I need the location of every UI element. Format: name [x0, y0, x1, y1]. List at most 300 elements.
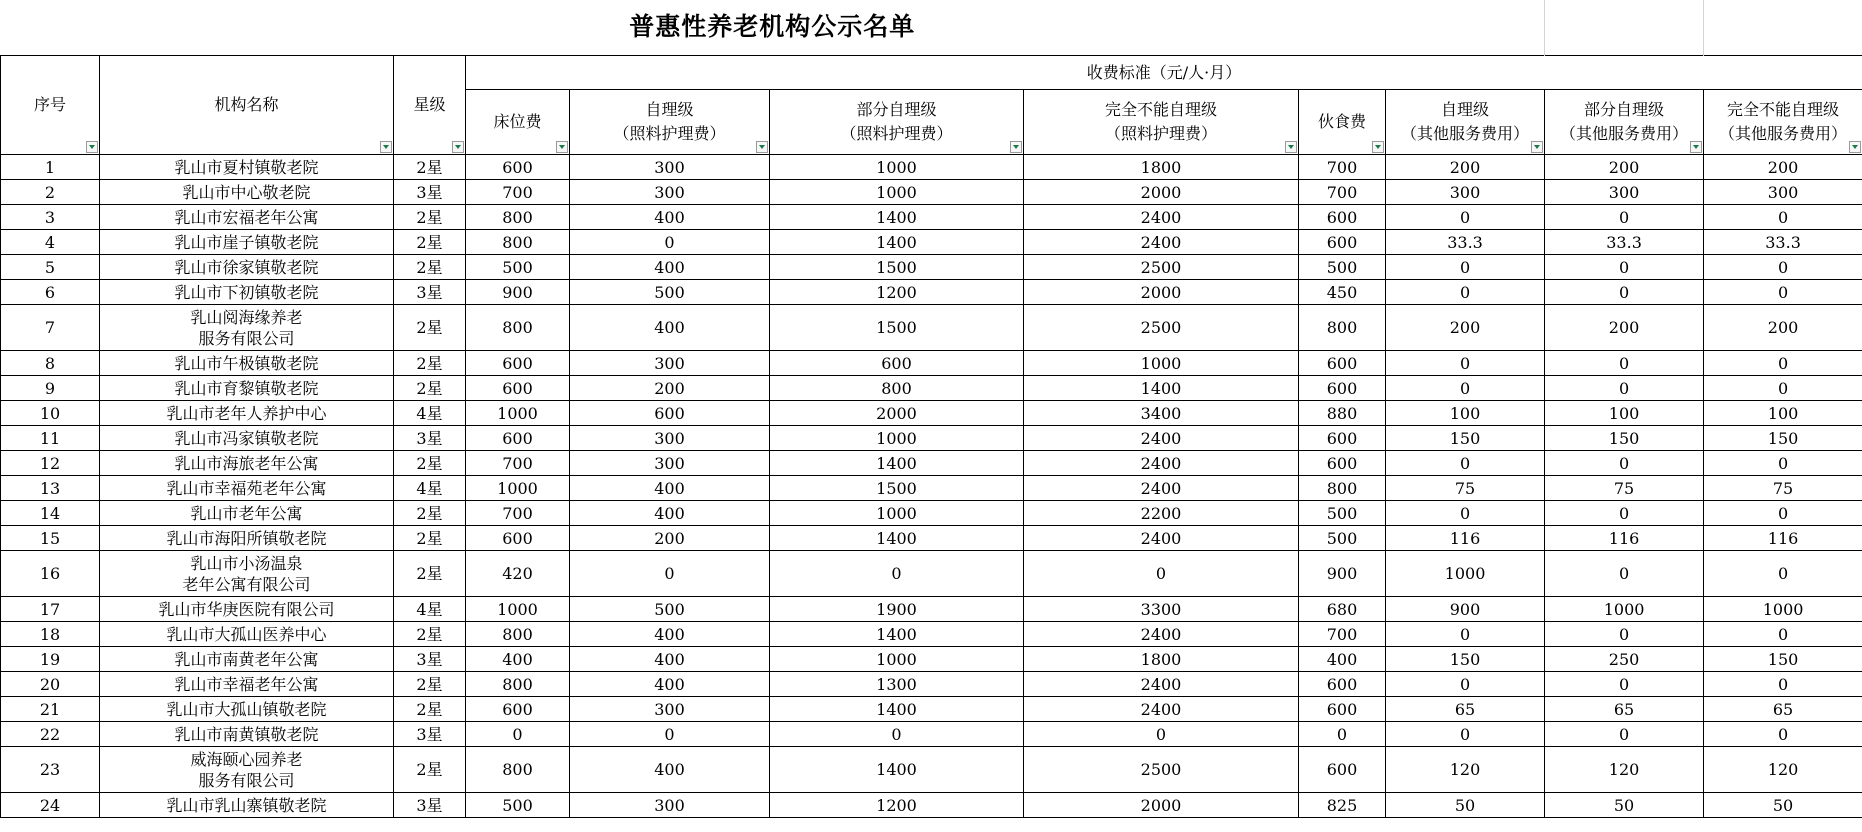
cell-self-other[interactable]: 0	[1386, 205, 1545, 230]
cell-bed[interactable]: 1000	[466, 401, 570, 426]
title-cell[interactable]	[1, 0, 1545, 56]
header-meal[interactable]: 伙食费	[1299, 90, 1386, 155]
cell-bed[interactable]: 420	[466, 551, 570, 597]
cell-partial-other[interactable]: 250	[1545, 647, 1704, 672]
cell-meal[interactable]: 400	[1299, 647, 1386, 672]
cell-seq[interactable]: 10	[1, 401, 100, 426]
cell-star[interactable]: 2星	[394, 697, 466, 722]
cell-partial[interactable]: 1400	[770, 230, 1024, 255]
cell-name[interactable]	[100, 180, 394, 205]
cell-name[interactable]	[100, 280, 394, 305]
cell-partial-other[interactable]: 0	[1545, 551, 1704, 597]
cell-self-care[interactable]: 300	[570, 180, 770, 205]
cell-seq[interactable]: 14	[1, 501, 100, 526]
cell-full[interactable]: 3300	[1024, 597, 1299, 622]
cell-partial-other[interactable]: 120	[1545, 747, 1704, 793]
cell-meal[interactable]: 825	[1299, 793, 1386, 818]
cell-seq[interactable]: 4	[1, 230, 100, 255]
cell-self-other[interactable]: 50	[1386, 793, 1545, 818]
cell-seq[interactable]: 7	[1, 305, 100, 351]
cell-partial[interactable]: 1500	[770, 305, 1024, 351]
cell-partial[interactable]: 1000	[770, 501, 1024, 526]
cell-full-other[interactable]: 0	[1704, 280, 1862, 305]
institution-name-line: 乳山市幸福苑老年公寓	[166, 478, 327, 498]
cell-self-other[interactable]: 75	[1386, 476, 1545, 501]
cell-full-other[interactable]: 0	[1704, 551, 1862, 597]
institution-name-line: 乳山市南黄镇敬老院	[174, 724, 319, 744]
cell-full-other[interactable]: 100	[1704, 401, 1862, 426]
cell-partial[interactable]: 1400	[770, 697, 1024, 722]
header-full[interactable]: 完全不能自理级 （照料护理费）	[1024, 90, 1299, 155]
cell-self-care[interactable]: 300	[570, 793, 770, 818]
header-self-care[interactable]: 自理级 （照料护理费）	[570, 90, 770, 155]
cell-self-care[interactable]: 300	[570, 351, 770, 376]
cell-self-care[interactable]: 400	[570, 205, 770, 230]
cell-bed[interactable]: 600	[466, 376, 570, 401]
cell-name[interactable]	[100, 305, 394, 351]
cell-self-care[interactable]: 400	[570, 476, 770, 501]
cell-bed[interactable]: 600	[466, 351, 570, 376]
cell-partial[interactable]: 1000	[770, 426, 1024, 451]
cell-star[interactable]: 2星	[394, 155, 466, 180]
header-partial-other[interactable]: 部分自理级 （其他服务费用）	[1545, 90, 1704, 155]
cell-name[interactable]	[100, 526, 394, 551]
cell-self-other[interactable]: 0	[1386, 280, 1545, 305]
cell-meal[interactable]: 450	[1299, 280, 1386, 305]
cell-full-other[interactable]: 50	[1704, 793, 1862, 818]
cell-seq[interactable]: 2	[1, 180, 100, 205]
cell-partial[interactable]: 1000	[770, 647, 1024, 672]
cell-partial[interactable]: 1400	[770, 451, 1024, 476]
cell-name[interactable]	[100, 551, 394, 597]
cell-meal[interactable]: 500	[1299, 255, 1386, 280]
cell-partial[interactable]: 1000	[770, 155, 1024, 180]
cell-full-other[interactable]: 0	[1704, 501, 1862, 526]
cell-self-other[interactable]: 120	[1386, 747, 1545, 793]
cell-seq[interactable]: 3	[1, 205, 100, 230]
cell-partial-other[interactable]: 0	[1545, 501, 1704, 526]
cell-partial[interactable]: 600	[770, 351, 1024, 376]
cell-seq[interactable]: 16	[1, 551, 100, 597]
cell-partial-other[interactable]: 0	[1545, 351, 1704, 376]
cell-self-care[interactable]: 600	[570, 401, 770, 426]
cell-partial[interactable]: 1400	[770, 205, 1024, 230]
cell-full-other[interactable]: 150	[1704, 426, 1862, 451]
cell-full-other[interactable]: 300	[1704, 180, 1862, 205]
cell-partial-other[interactable]: 0	[1545, 205, 1704, 230]
cell-full-other[interactable]: 116	[1704, 526, 1862, 551]
cell-full[interactable]: 2500	[1024, 305, 1299, 351]
cell-self-other[interactable]: 200	[1386, 155, 1545, 180]
cell-full-other[interactable]: 0	[1704, 205, 1862, 230]
cell-self-other[interactable]: 150	[1386, 647, 1545, 672]
cell-full-other[interactable]: 33.3	[1704, 230, 1862, 255]
cell-seq[interactable]: 13	[1, 476, 100, 501]
cell-seq[interactable]: 21	[1, 697, 100, 722]
cell-self-other[interactable]: 0	[1386, 622, 1545, 647]
cell-self-care[interactable]: 300	[570, 426, 770, 451]
cell-star[interactable]: 3星	[394, 426, 466, 451]
cell-name[interactable]	[100, 622, 394, 647]
cell-full[interactable]: 2400	[1024, 476, 1299, 501]
cell-self-other[interactable]: 150	[1386, 426, 1545, 451]
cell-seq[interactable]: 11	[1, 426, 100, 451]
cell-star[interactable]: 4星	[394, 597, 466, 622]
filter-dropdown-icon[interactable]	[556, 141, 568, 153]
header-star[interactable]: 星级	[394, 56, 466, 155]
cell-full-other[interactable]: 75	[1704, 476, 1862, 501]
cell-name[interactable]	[100, 697, 394, 722]
cell-bed[interactable]: 900	[466, 280, 570, 305]
cell-self-care[interactable]: 400	[570, 647, 770, 672]
cell-bed[interactable]: 600	[466, 426, 570, 451]
cell-meal[interactable]: 700	[1299, 622, 1386, 647]
filter-dropdown-icon[interactable]	[1010, 141, 1022, 153]
cell-full[interactable]: 0	[1024, 551, 1299, 597]
filter-dropdown-icon[interactable]	[380, 141, 392, 153]
cell-self-care[interactable]: 0	[570, 551, 770, 597]
cell-meal[interactable]: 500	[1299, 501, 1386, 526]
cell-seq[interactable]: 18	[1, 622, 100, 647]
cell-full[interactable]: 2400	[1024, 451, 1299, 476]
filter-dropdown-icon[interactable]	[452, 141, 464, 153]
cell-partial-other[interactable]: 0	[1545, 672, 1704, 697]
cell-name[interactable]	[100, 351, 394, 376]
table-row	[1, 426, 1862, 451]
cell-full[interactable]: 2000	[1024, 793, 1299, 818]
cell-name[interactable]	[100, 672, 394, 697]
cell-meal[interactable]: 900	[1299, 551, 1386, 597]
cell-self-other[interactable]: 900	[1386, 597, 1545, 622]
institution-name-line: 乳山市宏福老年公寓	[174, 207, 319, 227]
cell-bed[interactable]: 500	[466, 255, 570, 280]
cell-name[interactable]	[100, 401, 394, 426]
cell-full[interactable]: 2400	[1024, 426, 1299, 451]
cell-partial[interactable]: 1500	[770, 476, 1024, 501]
cell-self-care[interactable]: 300	[570, 451, 770, 476]
cell-self-care[interactable]: 400	[570, 747, 770, 793]
filter-dropdown-icon[interactable]	[1690, 141, 1702, 153]
cell-star[interactable]: 3星	[394, 647, 466, 672]
cell-self-care[interactable]: 300	[570, 697, 770, 722]
cell-name[interactable]	[100, 376, 394, 401]
cell-full-other[interactable]: 0	[1704, 672, 1862, 697]
cell-self-care[interactable]: 400	[570, 501, 770, 526]
empty-cell[interactable]	[1545, 0, 1704, 56]
cell-partial[interactable]: 1200	[770, 280, 1024, 305]
cell-name[interactable]	[100, 647, 394, 672]
cell-full[interactable]: 2000	[1024, 180, 1299, 205]
cell-star[interactable]: 2星	[394, 255, 466, 280]
cell-name[interactable]	[100, 230, 394, 255]
filter-dropdown-icon[interactable]	[86, 141, 98, 153]
cell-self-care[interactable]: 500	[570, 597, 770, 622]
cell-self-other[interactable]: 0	[1386, 722, 1545, 747]
cell-full-other[interactable]: 0	[1704, 622, 1862, 647]
cell-star[interactable]: 2星	[394, 451, 466, 476]
cell-partial-other[interactable]: 116	[1545, 526, 1704, 551]
cell-full[interactable]: 1800	[1024, 647, 1299, 672]
table-row	[1, 205, 1862, 230]
filter-dropdown-icon[interactable]	[756, 141, 768, 153]
cell-self-care[interactable]: 400	[570, 672, 770, 697]
cell-bed[interactable]: 600	[466, 697, 570, 722]
cell-full[interactable]: 2400	[1024, 697, 1299, 722]
cell-partial-other[interactable]: 0	[1545, 622, 1704, 647]
cell-self-care[interactable]: 400	[570, 622, 770, 647]
cell-self-care[interactable]: 400	[570, 305, 770, 351]
cell-meal[interactable]: 800	[1299, 476, 1386, 501]
cell-partial[interactable]: 1400	[770, 747, 1024, 793]
cell-meal[interactable]: 680	[1299, 597, 1386, 622]
cell-self-other[interactable]: 0	[1386, 376, 1545, 401]
cell-self-care[interactable]: 0	[570, 230, 770, 255]
cell-full[interactable]: 2500	[1024, 255, 1299, 280]
cell-name[interactable]	[100, 451, 394, 476]
cell-bed[interactable]: 800	[466, 305, 570, 351]
cell-self-care[interactable]: 400	[570, 255, 770, 280]
cell-partial[interactable]: 1400	[770, 622, 1024, 647]
cell-star[interactable]: 3星	[394, 722, 466, 747]
cell-bed[interactable]: 800	[466, 205, 570, 230]
cell-name[interactable]	[100, 255, 394, 280]
cell-full[interactable]: 2000	[1024, 280, 1299, 305]
cell-full[interactable]: 2400	[1024, 526, 1299, 551]
cell-self-other[interactable]: 200	[1386, 305, 1545, 351]
cell-star[interactable]: 3星	[394, 280, 466, 305]
cell-name[interactable]	[100, 205, 394, 230]
cell-partial[interactable]: 2000	[770, 401, 1024, 426]
cell-partial[interactable]: 1200	[770, 793, 1024, 818]
cell-meal[interactable]: 600	[1299, 426, 1386, 451]
cell-partial-other[interactable]: 1000	[1545, 597, 1704, 622]
cell-self-other[interactable]: 33.3	[1386, 230, 1545, 255]
cell-seq[interactable]: 6	[1, 280, 100, 305]
cell-full[interactable]: 3400	[1024, 401, 1299, 426]
cell-seq[interactable]: 17	[1, 597, 100, 622]
cell-partial[interactable]: 0	[770, 551, 1024, 597]
cell-star[interactable]: 2星	[394, 622, 466, 647]
filter-dropdown-icon[interactable]	[1372, 141, 1384, 153]
cell-self-other[interactable]: 100	[1386, 401, 1545, 426]
cell-partial[interactable]: 0	[770, 722, 1024, 747]
cell-seq[interactable]: 19	[1, 647, 100, 672]
cell-full-other[interactable]: 150	[1704, 647, 1862, 672]
cell-seq[interactable]: 23	[1, 747, 100, 793]
cell-partial[interactable]: 1900	[770, 597, 1024, 622]
cell-bed[interactable]: 0	[466, 722, 570, 747]
institution-name-line: 乳山市南黄老年公寓	[174, 649, 319, 669]
cell-partial-other[interactable]: 300	[1545, 180, 1704, 205]
cell-seq[interactable]: 15	[1, 526, 100, 551]
cell-name[interactable]	[100, 722, 394, 747]
cell-meal[interactable]: 500	[1299, 526, 1386, 551]
cell-meal[interactable]: 600	[1299, 376, 1386, 401]
cell-self-other[interactable]: 0	[1386, 501, 1545, 526]
cell-self-other[interactable]: 0	[1386, 672, 1545, 697]
cell-bed[interactable]: 800	[466, 622, 570, 647]
cell-self-care[interactable]: 200	[570, 526, 770, 551]
cell-self-other[interactable]: 65	[1386, 697, 1545, 722]
cell-self-other[interactable]: 0	[1386, 451, 1545, 476]
cell-meal[interactable]: 600	[1299, 351, 1386, 376]
header-name[interactable]: 机构名称	[100, 56, 394, 155]
cell-bed[interactable]: 1000	[466, 597, 570, 622]
cell-partial[interactable]: 1400	[770, 526, 1024, 551]
cell-full-other[interactable]: 0	[1704, 376, 1862, 401]
cell-meal[interactable]: 800	[1299, 305, 1386, 351]
cell-star[interactable]: 2星	[394, 747, 466, 793]
cell-partial-other[interactable]: 200	[1545, 305, 1704, 351]
cell-self-other[interactable]: 300	[1386, 180, 1545, 205]
table-row	[1, 401, 1862, 426]
cell-bed[interactable]: 700	[466, 451, 570, 476]
cell-seq[interactable]: 1	[1, 155, 100, 180]
cell-partial[interactable]: 1500	[770, 255, 1024, 280]
cell-partial-other[interactable]: 0	[1545, 376, 1704, 401]
cell-partial-other[interactable]: 0	[1545, 451, 1704, 476]
filter-dropdown-icon[interactable]	[1849, 141, 1861, 153]
cell-partial-other[interactable]: 0	[1545, 722, 1704, 747]
cell-name[interactable]	[100, 501, 394, 526]
cell-self-care[interactable]: 500	[570, 280, 770, 305]
cell-bed[interactable]: 600	[466, 155, 570, 180]
cell-star[interactable]: 2星	[394, 672, 466, 697]
cell-bed[interactable]: 800	[466, 672, 570, 697]
cell-meal[interactable]: 600	[1299, 230, 1386, 255]
cell-name[interactable]	[100, 747, 394, 793]
cell-partial-other[interactable]: 150	[1545, 426, 1704, 451]
cell-full[interactable]: 2400	[1024, 672, 1299, 697]
filter-dropdown-icon[interactable]	[1285, 141, 1297, 153]
cell-full-other[interactable]: 120	[1704, 747, 1862, 793]
cell-meal[interactable]: 600	[1299, 747, 1386, 793]
cell-meal[interactable]: 600	[1299, 697, 1386, 722]
cell-self-care[interactable]: 0	[570, 722, 770, 747]
header-bed[interactable]: 床位费	[466, 90, 570, 155]
cell-seq[interactable]: 5	[1, 255, 100, 280]
cell-bed[interactable]: 400	[466, 647, 570, 672]
cell-full-other[interactable]: 0	[1704, 722, 1862, 747]
cell-seq[interactable]: 8	[1, 351, 100, 376]
cell-star[interactable]: 3星	[394, 793, 466, 818]
institution-name-line: 乳山市午极镇敬老院	[174, 353, 319, 373]
cell-full[interactable]: 2200	[1024, 501, 1299, 526]
cell-self-care[interactable]: 300	[570, 155, 770, 180]
header-self-other[interactable]: 自理级 （其他服务费用）	[1386, 90, 1545, 155]
cell-star[interactable]: 2星	[394, 230, 466, 255]
cell-full-other[interactable]: 0	[1704, 351, 1862, 376]
cell-partial[interactable]: 1300	[770, 672, 1024, 697]
cell-name[interactable]	[100, 793, 394, 818]
cell-partial-other[interactable]: 65	[1545, 697, 1704, 722]
header-fee-group[interactable]: 收费标准（元/人·月）	[466, 56, 1862, 90]
cell-self-other[interactable]: 0	[1386, 255, 1545, 280]
cell-bed[interactable]: 500	[466, 793, 570, 818]
cell-name[interactable]	[100, 426, 394, 451]
cell-full[interactable]: 1800	[1024, 155, 1299, 180]
cell-meal[interactable]: 600	[1299, 451, 1386, 476]
cell-partial-other[interactable]: 100	[1545, 401, 1704, 426]
cell-full-other[interactable]: 200	[1704, 155, 1862, 180]
cell-partial-other[interactable]: 200	[1545, 155, 1704, 180]
cell-meal[interactable]: 0	[1299, 722, 1386, 747]
cell-full[interactable]: 2400	[1024, 230, 1299, 255]
cell-meal[interactable]: 600	[1299, 672, 1386, 697]
cell-name[interactable]	[100, 597, 394, 622]
cell-self-other[interactable]: 116	[1386, 526, 1545, 551]
cell-star[interactable]: 2星	[394, 526, 466, 551]
cell-full-other[interactable]: 1000	[1704, 597, 1862, 622]
cell-star[interactable]: 3星	[394, 180, 466, 205]
cell-bed[interactable]: 600	[466, 526, 570, 551]
cell-star[interactable]: 2星	[394, 551, 466, 597]
cell-meal[interactable]: 600	[1299, 205, 1386, 230]
cell-seq[interactable]: 24	[1, 793, 100, 818]
table-row	[1, 376, 1862, 401]
empty-cell[interactable]	[1704, 0, 1862, 56]
header-partial[interactable]: 部分自理级 （照料护理费）	[770, 90, 1024, 155]
cell-bed[interactable]: 700	[466, 501, 570, 526]
cell-partial-other[interactable]: 33.3	[1545, 230, 1704, 255]
cell-meal[interactable]: 880	[1299, 401, 1386, 426]
cell-star[interactable]: 4星	[394, 476, 466, 501]
cell-name[interactable]	[100, 155, 394, 180]
cell-self-other[interactable]: 0	[1386, 351, 1545, 376]
cell-star[interactable]: 2星	[394, 376, 466, 401]
cell-star[interactable]: 2星	[394, 501, 466, 526]
cell-partial-other[interactable]: 50	[1545, 793, 1704, 818]
header-seq[interactable]: 序号	[1, 56, 100, 155]
cell-full-other[interactable]: 0	[1704, 451, 1862, 476]
cell-partial-other[interactable]: 0	[1545, 255, 1704, 280]
cell-star[interactable]: 4星	[394, 401, 466, 426]
cell-partial[interactable]: 800	[770, 376, 1024, 401]
cell-star[interactable]: 2星	[394, 351, 466, 376]
cell-seq[interactable]: 12	[1, 451, 100, 476]
cell-bed[interactable]: 1000	[466, 476, 570, 501]
filter-dropdown-icon[interactable]	[1531, 141, 1543, 153]
cell-self-care[interactable]: 200	[570, 376, 770, 401]
cell-star[interactable]: 2星	[394, 305, 466, 351]
cell-partial[interactable]: 1000	[770, 180, 1024, 205]
cell-bed[interactable]: 800	[466, 230, 570, 255]
cell-full[interactable]: 2400	[1024, 622, 1299, 647]
cell-meal[interactable]: 700	[1299, 180, 1386, 205]
cell-full-other[interactable]: 0	[1704, 255, 1862, 280]
cell-partial-other[interactable]: 0	[1545, 280, 1704, 305]
cell-seq[interactable]: 9	[1, 376, 100, 401]
header-full-other[interactable]: 完全不能自理级 （其他服务费用）	[1704, 90, 1862, 155]
cell-star[interactable]: 2星	[394, 205, 466, 230]
cell-meal[interactable]: 700	[1299, 155, 1386, 180]
cell-full[interactable]: 2500	[1024, 747, 1299, 793]
cell-name[interactable]	[100, 476, 394, 501]
cell-full[interactable]: 2400	[1024, 205, 1299, 230]
cell-self-other[interactable]: 1000	[1386, 551, 1545, 597]
cell-full-other[interactable]: 200	[1704, 305, 1862, 351]
cell-seq[interactable]: 22	[1, 722, 100, 747]
cell-full-other[interactable]: 65	[1704, 697, 1862, 722]
cell-full[interactable]: 1400	[1024, 376, 1299, 401]
cell-partial-other[interactable]: 75	[1545, 476, 1704, 501]
cell-bed[interactable]: 700	[466, 180, 570, 205]
cell-bed[interactable]: 800	[466, 747, 570, 793]
cell-full[interactable]: 0	[1024, 722, 1299, 747]
cell-seq[interactable]: 20	[1, 672, 100, 697]
cell-full[interactable]: 1000	[1024, 351, 1299, 376]
institution-name-line: 乳山市育黎镇敬老院	[174, 378, 319, 398]
